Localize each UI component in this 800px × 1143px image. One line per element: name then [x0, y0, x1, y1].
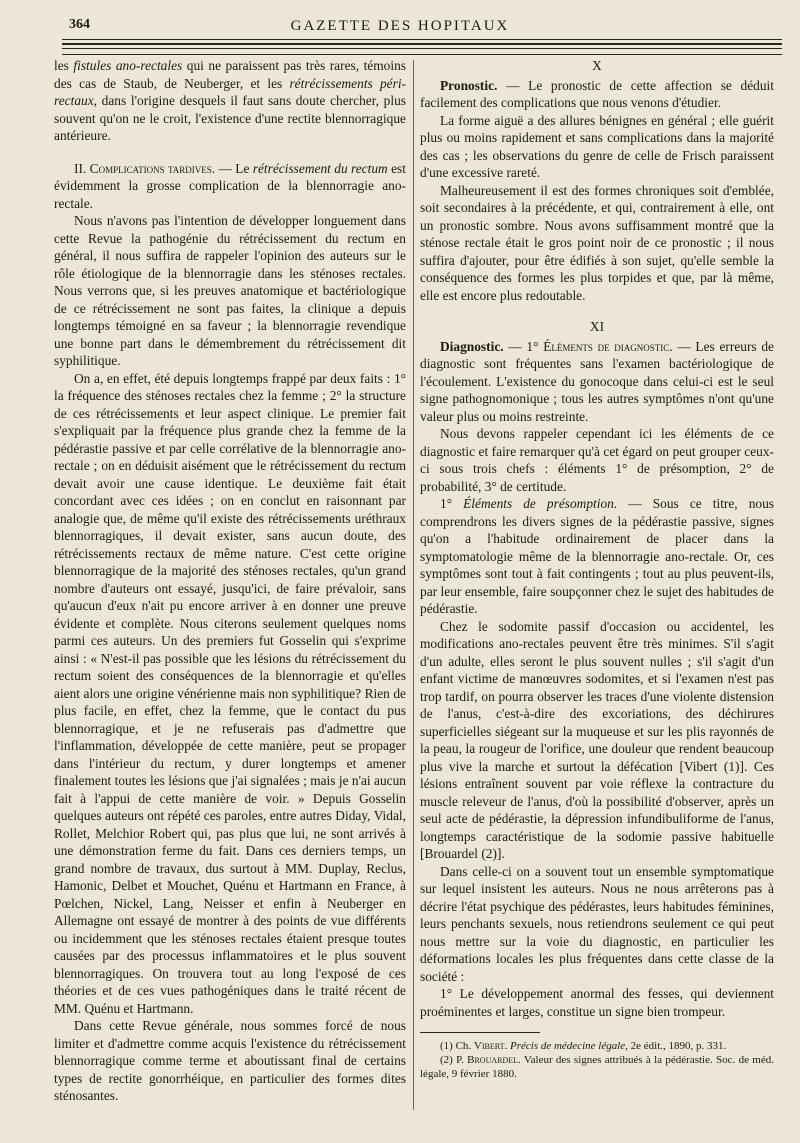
- journal-title: GAZETTE DES HOPITAUX: [290, 18, 510, 34]
- paragraph: Nous devons rappeler cependant ici les éléments de ce diagnostic et faire remarquer qu'à cet égard on peut grouper ceux-ci sous trois chefs : éléments 1° de présomption, 2° de probabilité, 3° de certitude.: [420, 426, 774, 494]
- header-rule: [62, 48, 782, 49]
- header-rule: [62, 54, 782, 55]
- header-rule: [62, 43, 782, 45]
- paragraph: 1° Éléments de présomption. — Sous ce titre, nous comprendrons les divers signes de la pédérastie passive, signes qu'on a l'habitude ordinairement de placer dans la symptomatologie même de la blennorragie ano-rectale. Or, ces symptômes sont tout à fait contingents ; tout au plus peuvent-ils, par leur ensemble, faire soupçonner chez le sujet des habitudes de pédérastie.: [420, 496, 775, 616]
- footnote-1: (1) Ch. Vibert. Précis de médecine légale, 2e édit., 1890, p. 331.: [440, 1040, 727, 1052]
- paragraph: Dans celle-ci on a souvent tout un ensemble symptomatique sur lequel insistent les auteurs. Nous ne nous arrêterons pas à décrire l'état psychique des pédérastes, leurs habitudes féminines, leurs penchants sexuels, nous retiendrons seulement ce qui peut nous mettre sur la voie du diagnostic, en particulier les déformations locales les plus fréquentes dans cette classe de la société :: [420, 863, 774, 984]
- paragraph: Nous n'avons pas l'intention de développer longuement dans cette Revue la pathogénie du rétrécissement du rectum en général, il nous suffira de rappeler l'opinion des auteurs sur le rôle étiologique de la blennorragie dans les sténoses rectales. Nous verrons que, si les preuves anatomique et bactériologique de ce rétrécissement ne sont pas faites, la clinique a depuis longtemps témoigné en sa faveur ; la blennorragie revendique une bonne part dans le démembrement du rétrécissement dit syphilitique.: [54, 213, 406, 368]
- column-divider: [413, 60, 414, 1110]
- paragraph: Chez le sodomite passif d'occasion ou accidentel, les modifications ano-rectales peuvent être très minimes. S'il s'agit d'un adulte, elles seront le plus souvent nulles ; s'il s'agit d'un enfant victime de manœuvres sodomites, et si l'examen n'est pas trop tardif, on pourra observer les traces d'une violente distension de l'anus, c'est-à-dire des excoriations, des déchirures superficielles siégeant sur la muqueuse et sur les plis rayonnés de la peau, la rougeur de l'orifice, une douleur que rendent beaucoup plus vive la marche et surtout la défécation [Vibert (1)]. Ces lésions entraînent souvent par voie réflexe la contracture du muscle releveur de l'anus, d'où la possibilité d'observer, après un seul acte de pédérastie, la dépression infundibuliforme de l'anus, longtemps caractéristique de la sodomie passive habituelle [Brouardel (2)].: [420, 618, 774, 861]
- paragraph-diagnostic: Diagnostic. — 1° Éléments de diagnostic. — Les erreurs de diagnostic sont fréquentes sans l'examen bactériologique de l'écoulement. L'existence du gonocoque dans celui-ci est le seul signe pathognomonique ; tous les autres symptômes n'ont qu'une valeur plus ou moins restreinte.: [420, 338, 774, 424]
- paragraph: 1° Le développement anormal des fesses, qui deviennent proéminentes et larges, constitue un signe bien trompeur.: [420, 986, 774, 1019]
- left-column: [54, 57, 406, 1105]
- page-number: 364: [69, 17, 90, 32]
- paragraph: Dans cette Revue générale, nous sommes forcé de nous limiter et d'admettre comme acquis l'existence du rétrécissement blennorragique comme terme et aboutissant final de certains types de rectite gonorrhéique, en particulier des formes dites sténosantes.: [54, 1018, 406, 1103]
- section-number-xi: XI: [589, 319, 605, 334]
- paragraph: La forme aiguë a des allures bénignes en général ; elle guérit plus ou moins rapidement et sans complications dans la majorité des cas ; les observations du genre de celle de Frisch paraissent d'une excessive rareté.: [420, 112, 774, 180]
- header-rule: [62, 39, 782, 40]
- footnote-2: (2) P. Brouardel. Valeur des signes attribués à la pédérastie. Soc. de méd. légale, 9 février 1880.: [420, 1054, 774, 1080]
- footnote-rule: [420, 1032, 540, 1033]
- paragraph: les fistules ano-rectales qui ne paraissent pas très rares, témoins des cas de Staub, de Neuberger, et les rétrécissements péri-rectaux, dans l'origine desquels il faut sans doute chercher, plus souvent qu'on ne le croit, l'existence d'une rectite blennorragique antérieure.: [54, 58, 407, 143]
- right-column: [420, 57, 774, 1081]
- section-number-x: X: [592, 58, 602, 73]
- paragraph: On a, en effet, été depuis longtemps frappé par deux faits : 1° la fréquence des sténoses rectales chez la femme ; 2° la structure de ces rétrécissements et leur aspect clinique. Le premier fait s'expliquait par la fréquence plus grande chez la femme de la pédérastie passive et par celle corrélative de la blennorragie ano-rectale ; on en déduisit aisément que le rétrécissement du rectum devait avoir une cause identique. Le deuxième fait était concordant avec ces idées ; on en conclut en raisonnant par analogie que, de même qu'il existe des rétrécissements uréthraux blennorragiques, il devait exister, sans aucun doute, des rétrécissements rectaux de même nature. C'est cette origine blennorragique de la majorité des sténoses rectales, qu'un grand nombre d'auteurs ont essayé, jusqu'ici, de faire prévaloir, sans qu'aucun d'eux n'ait pu encore arriver à en donner une preuve évidente et complète. Nous citerons seulement quelques noms parmi ces auteurs. Un des premiers fut Gosselin qui s'exprime ainsi : « N'est-il pas possible que les lésions du rétrécissement du rectum soient des conséquences de la blennorragie et qu'elles aient alors une origine vénérienne mais non syphilitique? Rien de plus facile, en effet, chez la femme, que le contact du pus blennorragique, et je ne refuserais pas d'admettre que l'inflammation, développée de cette manière, peut se propager dans l'intérieur du rectum, y durer longtemps et amener finalement toutes les lésions que j'ai signalées ; mais je n'ai aucun fait à l'appui de cette manière de voir. » Depuis Gosselin quelques auteurs ont répété ces paroles, entre autres Diday, Vidal, Rollet, Melchior Robert qui, pas plus que lui, ne sont arrivés à une démonstration ferme du fait. Dans ces derniers temps, un grand nombre de travaux, dus surtout à MM. Duplay, Reclus, Hamonic, Delbet et Mouchet, Quénu et Hartmann en France, à Pœlchen, Nickel, Lang, Neisser et enfin à Neuberger en Allemagne ont essayé de montrer à des points de vue différents ou incidemment que les sténoses rectales étaient presque toutes causées par des processus inflammatoires et le plus souvent blennorragiques. On trouvera tout au long l'exposé de ces théories et de ces vues pathogéniques dans le traité récent de MM. Quénu et Hartmann.: [54, 370, 406, 1016]
- section-paragraph-complications: II. Complications tardives. — Le rétrécissement du rectum est évidemment la grosse complication de la blennorragie ano-rectale.: [54, 160, 406, 211]
- paragraph: Malheureusement il est des formes chroniques soit d'emblée, soit secondaires à la précédente, et qui, contrairement à elle, ont un pronostic sombre. Nous avons suffisamment montré que la sténose rectale était le gros point noir de ce pronostic ; il nous suffira d'ajouter, pour être édifiés à son sujet, qu'elle semble la conséquence des formes les plus torpides et que, par là même, elle est encore plus redoutable.: [420, 182, 774, 303]
- paragraph-pronostic: Pronostic. — Le pronostic de cette affection se déduit facilement des complications que nous venons d'étudier.: [420, 77, 774, 110]
